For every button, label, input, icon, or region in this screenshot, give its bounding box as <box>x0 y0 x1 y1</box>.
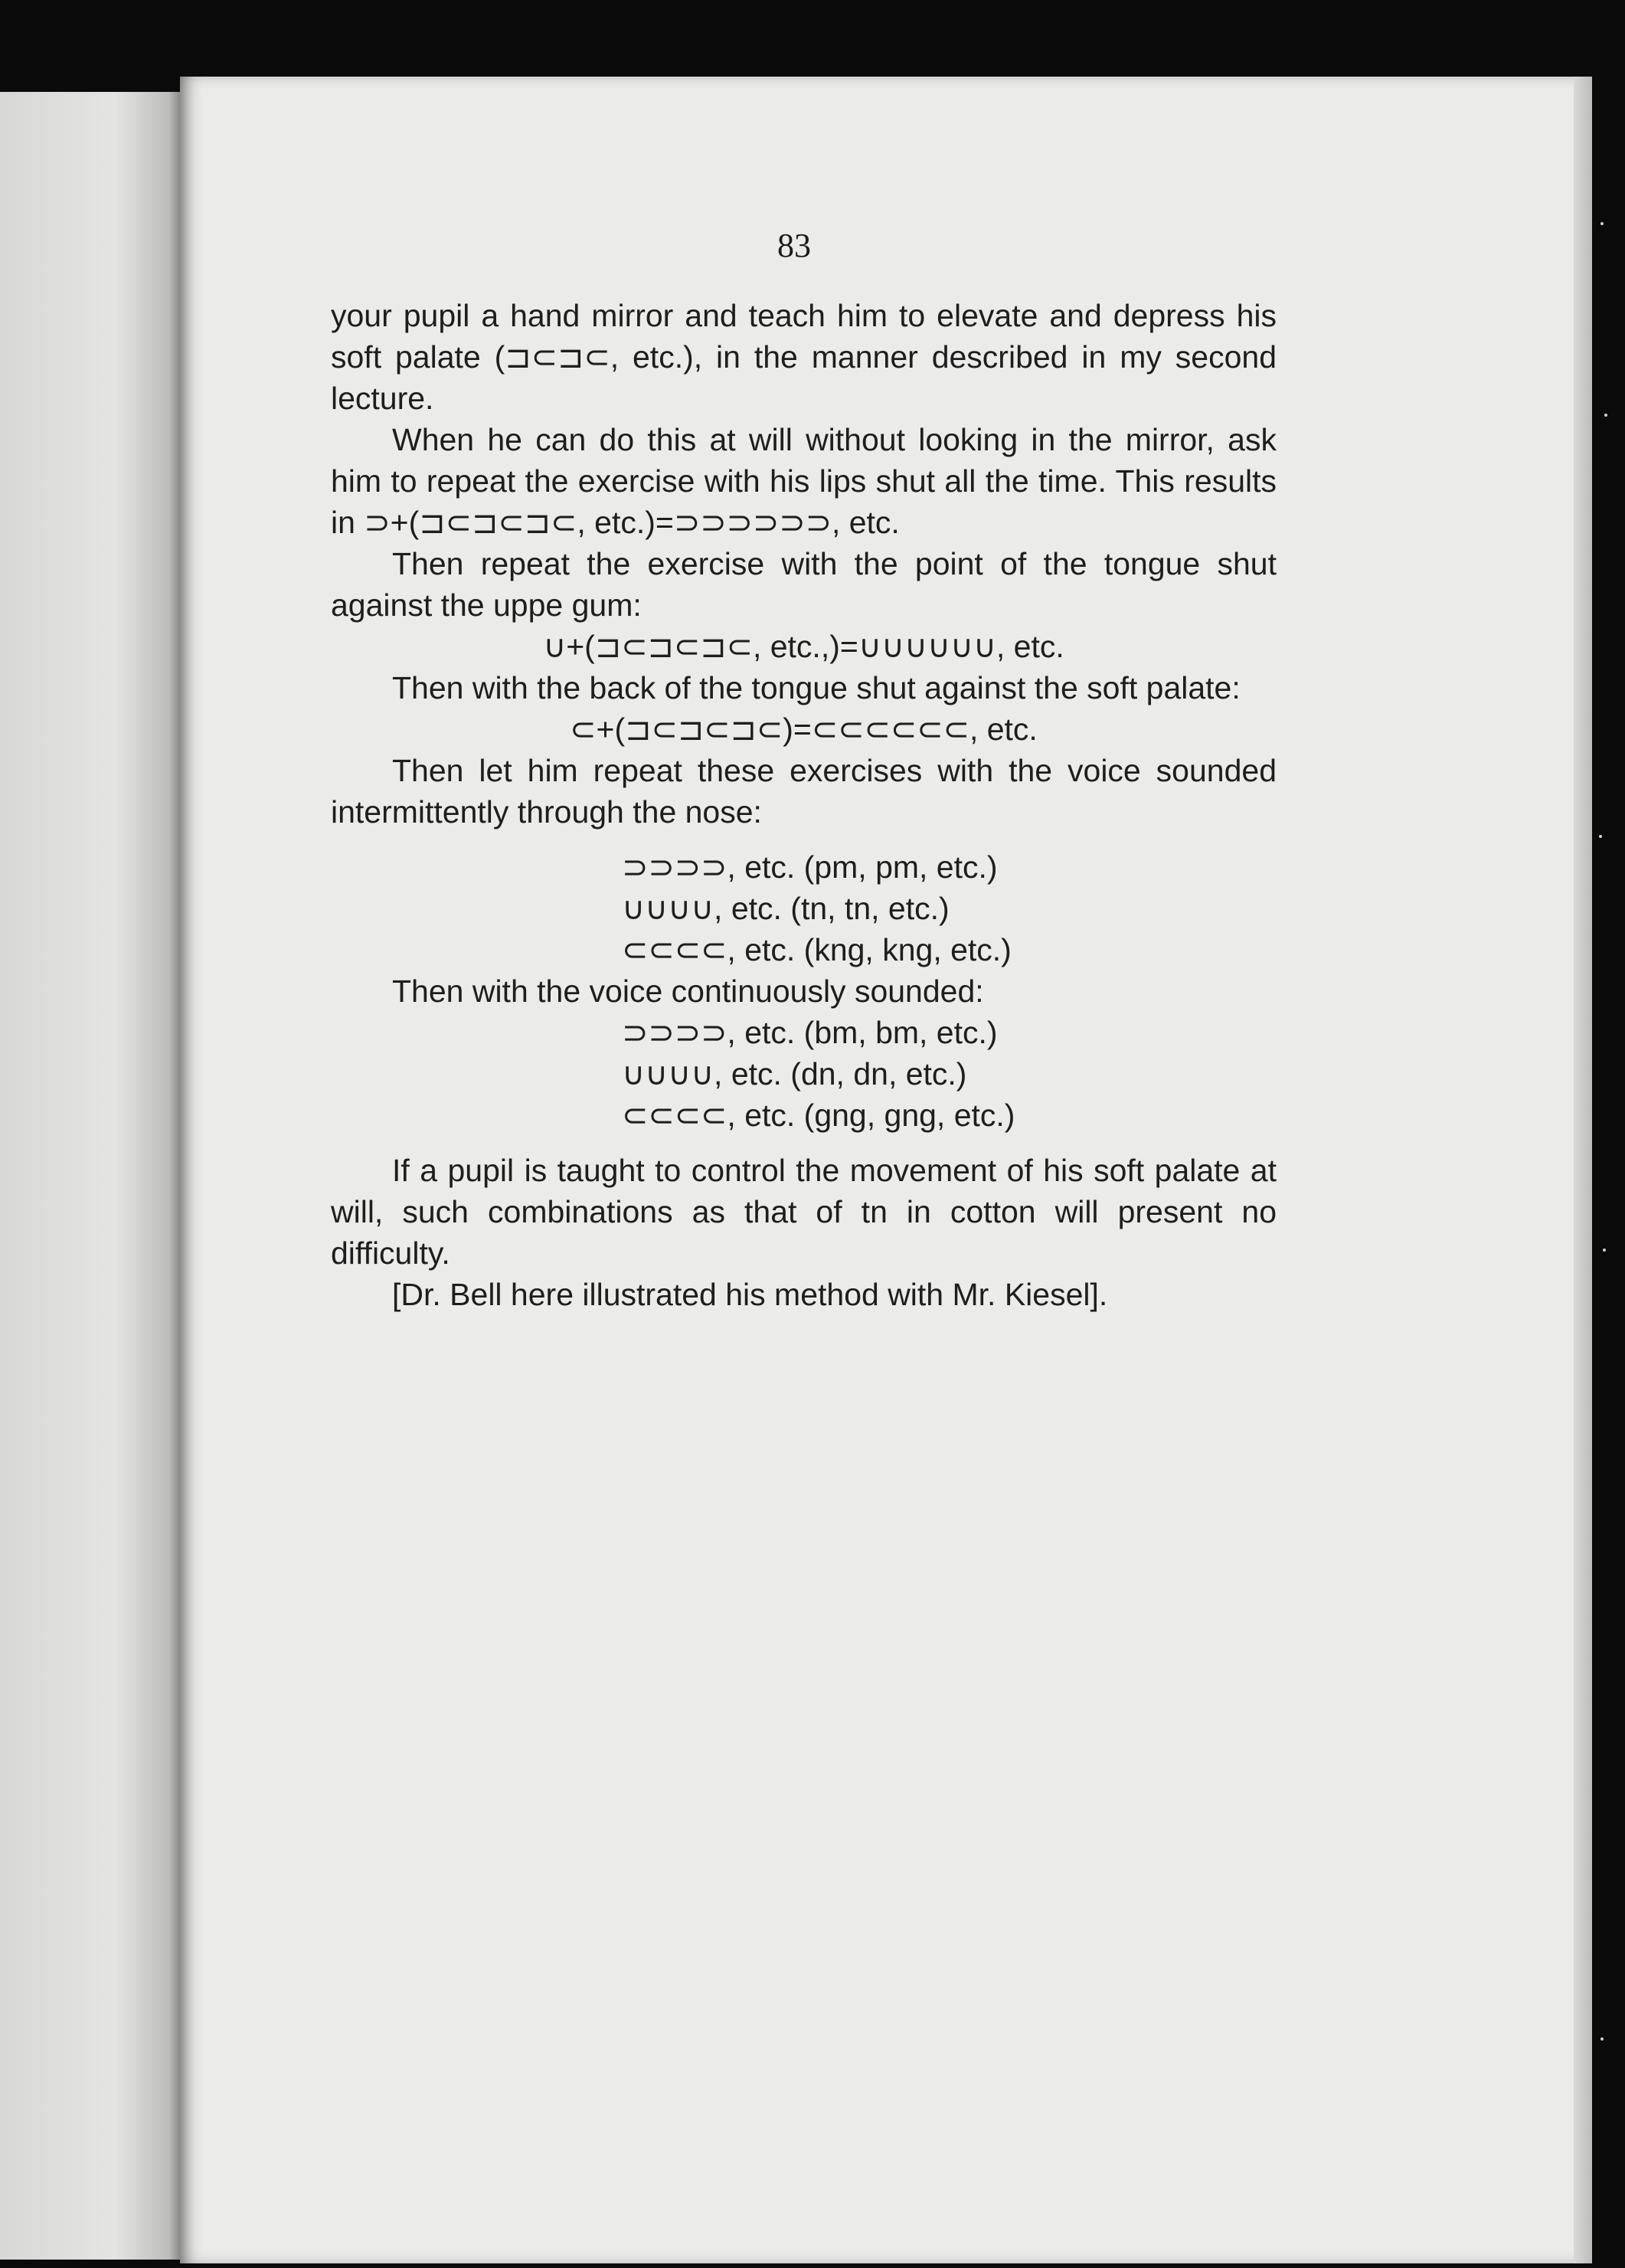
example-line: ⊂⊂⊂⊂, etc. (kng, kng, etc.) <box>622 932 1012 967</box>
page-body <box>331 295 1277 1315</box>
dust-speck <box>1603 1249 1606 1252</box>
paragraph: If a pupil is taught to control the movement of his soft palate at will, such combinations as that of tn in cotton will present no difficulty. <box>331 1153 1277 1271</box>
example-line: ∪∪∪∪, etc. (dn, dn, etc.) <box>622 1056 967 1091</box>
paragraph: Then with the voice continuously sounded: <box>392 974 984 1009</box>
paragraph: Then repeat the exercise with the point of the tongue shut against the uppe gum: <box>331 546 1277 623</box>
spacer <box>331 1136 1277 1150</box>
dust-speck <box>1604 414 1607 417</box>
example-line: ∪∪∪∪, etc. (tn, tn, etc.) <box>622 891 950 926</box>
paragraph: [Dr. Bell here illustrated his method with Mr. Kiesel]. <box>392 1277 1108 1312</box>
formula-line: ∪+(⊐⊂⊐⊂⊐⊂, etc.,)=∪∪∪∪∪∪, etc. <box>543 629 1064 664</box>
page-number: 83 <box>777 227 811 264</box>
paragraph: Then let him repeat these exercises with the voice sounded intermittently through the nose: <box>331 753 1277 830</box>
example-line: ⊂⊂⊂⊂, etc. (gng, gng, etc.) <box>622 1098 1015 1133</box>
paragraph: When he can do this at will without looking in the mirror, ask him to repeat the exercise with his lips shut all the time. This results in ⊃+(⊐⊂⊐⊂⊐⊂, etc.)=⊃⊃⊃⊃⊃⊃, etc. <box>331 422 1277 540</box>
paragraph: Then with the back of the tongue shut against the soft palate: <box>392 670 1241 705</box>
dust-speck <box>1599 835 1602 838</box>
paragraph: your pupil a hand mirror and teach him to elevate and depress his soft palate (⊐⊂⊐⊂, etc.), in the manner described in my second lecture. <box>331 298 1277 416</box>
example-line: ⊃⊃⊃⊃, etc. (bm, bm, etc.) <box>622 1015 998 1050</box>
example-line: ⊃⊃⊃⊃, etc. (pm, pm, etc.) <box>622 849 998 885</box>
dust-speck <box>1600 222 1604 225</box>
formula-line: ⊂+(⊐⊂⊐⊂⊐⊂)=⊂⊂⊂⊂⊂⊂, etc. <box>570 712 1038 747</box>
page-fore-edge <box>1574 77 1592 2263</box>
facing-page-edge <box>0 92 191 2260</box>
spacer <box>331 833 1277 846</box>
dust-speck <box>1600 2037 1604 2041</box>
